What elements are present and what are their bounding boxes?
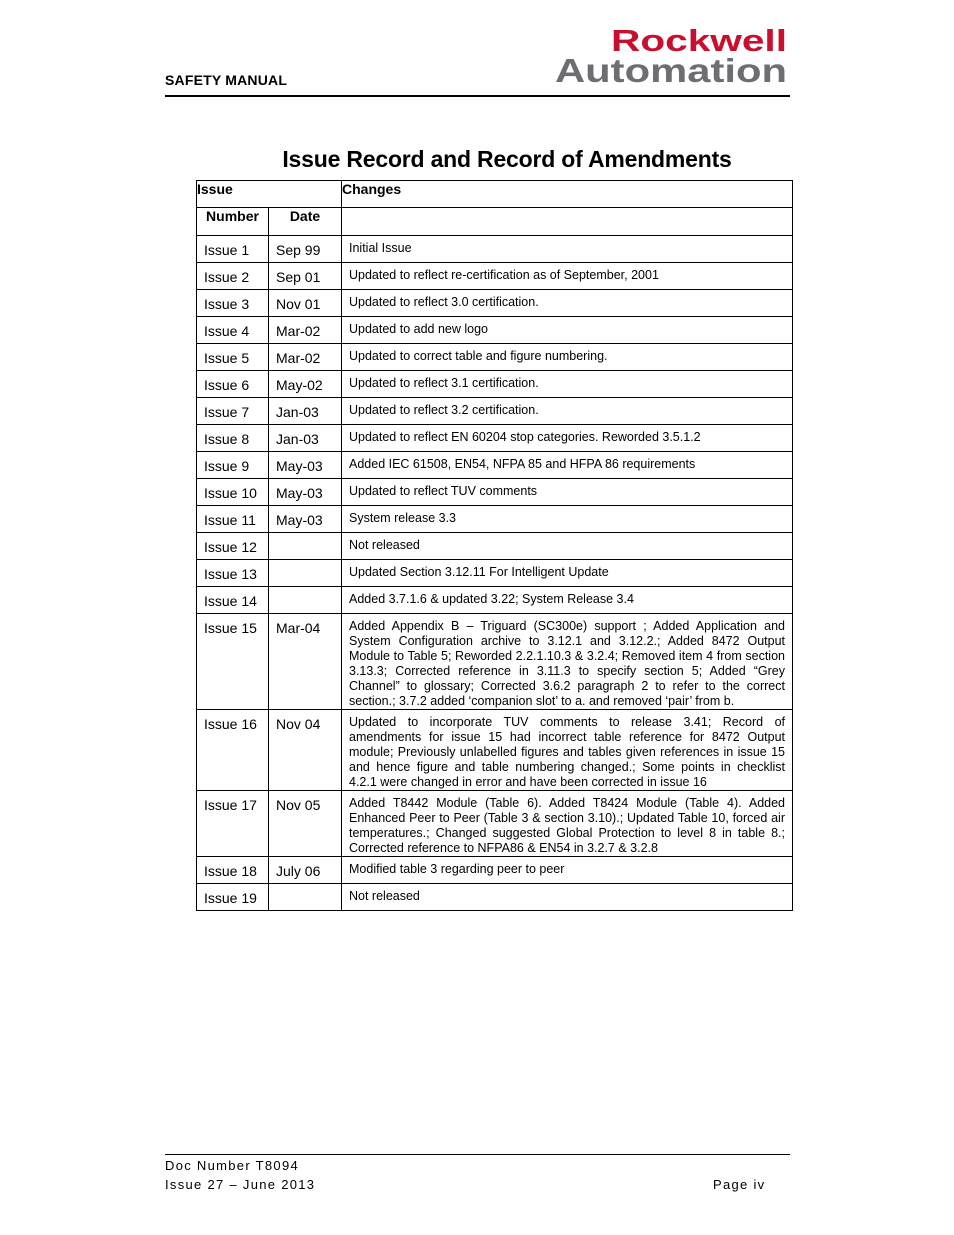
table-row	[197, 884, 793, 911]
issue-cell: Issue 1	[197, 236, 269, 263]
rockwell-automation-logo	[553, 24, 789, 84]
issue-cell: Issue 11	[197, 506, 269, 533]
table-row	[197, 371, 793, 398]
date-cell: May-02	[269, 371, 342, 398]
table-row	[197, 263, 793, 290]
date-cell: May-03	[269, 506, 342, 533]
table-row	[197, 614, 793, 710]
change-cell: Updated Section 3.12.11 For Intelligent Update	[342, 560, 793, 587]
issue-cell: Issue 12	[197, 533, 269, 560]
footer-issue: Issue 27 – June 2013	[165, 1177, 316, 1192]
page-title: Issue Record and Record of Amendments	[282, 146, 732, 172]
date-cell: Mar-04	[269, 614, 342, 710]
header-issue: Issue	[197, 181, 342, 208]
table-row	[197, 791, 793, 857]
table-row	[197, 710, 793, 791]
date-cell: Mar-02	[269, 344, 342, 371]
header-number: Number	[197, 208, 269, 236]
table-header-row	[197, 181, 793, 208]
footer-doc-number: Doc Number T8094	[165, 1158, 300, 1173]
table-row	[197, 857, 793, 884]
date-cell: Sep 99	[269, 236, 342, 263]
date-cell: Nov 01	[269, 290, 342, 317]
change-cell: Not released	[342, 533, 793, 560]
issue-cell: Issue 18	[197, 857, 269, 884]
table-row	[197, 479, 793, 506]
change-cell: Updated to reflect 3.1 certification.	[342, 371, 793, 398]
table-row	[197, 425, 793, 452]
logo-automation-text: Automation	[555, 52, 787, 84]
change-cell: Updated to incorporate TUV comments to release 3.41; Record of amendments for issue 15 had incorrect table reference for 8472 Output module; Previously unlabelled figures and tables given references in issue 15 and hence figure and table numbering changed.; Some points in checklist 4.2.1 were changed in error and have been corrected in issue 16	[342, 710, 793, 791]
issue-cell: Issue 15	[197, 614, 269, 710]
change-cell: Updated to reflect re-certification as of September, 2001	[342, 263, 793, 290]
date-cell: Jan-03	[269, 425, 342, 452]
change-cell: Updated to reflect 3.2 certification.	[342, 398, 793, 425]
date-cell: Mar-02	[269, 317, 342, 344]
issue-cell: Issue 2	[197, 263, 269, 290]
header-changes-blank	[342, 208, 793, 236]
issue-cell: Issue 17	[197, 791, 269, 857]
table-row	[197, 560, 793, 587]
table-subheader-row	[197, 208, 793, 236]
footer-page-number: Page iv	[713, 1177, 766, 1192]
logo-rockwell-text: Rockwell	[611, 24, 787, 58]
date-cell: Sep 01	[269, 263, 342, 290]
issue-cell: Issue 14	[197, 587, 269, 614]
change-cell: Updated to correct table and figure numbering.	[342, 344, 793, 371]
change-cell: System release 3.3	[342, 506, 793, 533]
table-row	[197, 344, 793, 371]
table-row	[197, 533, 793, 560]
table-row	[197, 506, 793, 533]
issue-cell: Issue 10	[197, 479, 269, 506]
change-cell: Updated to reflect TUV comments	[342, 479, 793, 506]
table-row	[197, 290, 793, 317]
issue-record-table	[196, 180, 793, 911]
date-cell: Nov 05	[269, 791, 342, 857]
date-cell: Jan-03	[269, 398, 342, 425]
issue-cell: Issue 7	[197, 398, 269, 425]
issue-cell: Issue 8	[197, 425, 269, 452]
date-cell	[269, 533, 342, 560]
date-cell: May-03	[269, 479, 342, 506]
footer-divider	[165, 1154, 790, 1155]
issue-cell: Issue 3	[197, 290, 269, 317]
date-cell	[269, 560, 342, 587]
date-cell	[269, 884, 342, 911]
change-cell: Added T8442 Module (Table 6). Added T8424 Module (Table 4). Added Enhanced Peer to Peer (Table 3 & section 3.10).; Updated Table 10, forced air temperatures.; Changed suggested Global Protection to level 8 in table 8.; Corrected reference to NFPA86 & EN54 in 3.2.7 & 3.2.8	[342, 791, 793, 857]
date-cell: July 06	[269, 857, 342, 884]
table-row	[197, 236, 793, 263]
date-cell: May-03	[269, 452, 342, 479]
header-divider	[165, 95, 790, 97]
change-cell: Initial Issue	[342, 236, 793, 263]
header-label: SAFETY MANUAL	[165, 72, 288, 88]
issue-cell: Issue 13	[197, 560, 269, 587]
header-changes: Changes	[342, 181, 793, 208]
date-cell	[269, 587, 342, 614]
table-row	[197, 452, 793, 479]
issue-cell: Issue 19	[197, 884, 269, 911]
change-cell: Updated to reflect EN 60204 stop categories. Reworded 3.5.1.2	[342, 425, 793, 452]
issue-cell: Issue 5	[197, 344, 269, 371]
header-date: Date	[269, 208, 342, 236]
change-cell: Modified table 3 regarding peer to peer	[342, 857, 793, 884]
issue-cell: Issue 4	[197, 317, 269, 344]
change-cell: Added IEC 61508, EN54, NFPA 85 and HFPA 86 requirements	[342, 452, 793, 479]
change-cell: Updated to reflect 3.0 certification.	[342, 290, 793, 317]
issue-cell: Issue 16	[197, 710, 269, 791]
table-row	[197, 587, 793, 614]
change-cell: Updated to add new logo	[342, 317, 793, 344]
change-cell: Added Appendix B – Triguard (SC300e) support ; Added Application and System Configuration archive to 3.12.1 and 3.12.2.; Added 8472 Output Module to Table 5; Reworded 2.2.1.10.3 & 3.2.4; Removed item 4 from section 3.13.3; Corrected reference in 3.11.3 to specify section 5; Added “Grey Channel” to glossary; Corrected 3.6.2 paragraph 2 to refer to the correct section.; 3.7.2 added ‘companion slot’ to a. and removed ‘pair’ from b.	[342, 614, 793, 710]
date-cell: Nov 04	[269, 710, 342, 791]
issue-cell: Issue 6	[197, 371, 269, 398]
table-row	[197, 398, 793, 425]
table-row	[197, 317, 793, 344]
change-cell: Not released	[342, 884, 793, 911]
issue-cell: Issue 9	[197, 452, 269, 479]
change-cell: Added 3.7.1.6 & updated 3.22; System Release 3.4	[342, 587, 793, 614]
